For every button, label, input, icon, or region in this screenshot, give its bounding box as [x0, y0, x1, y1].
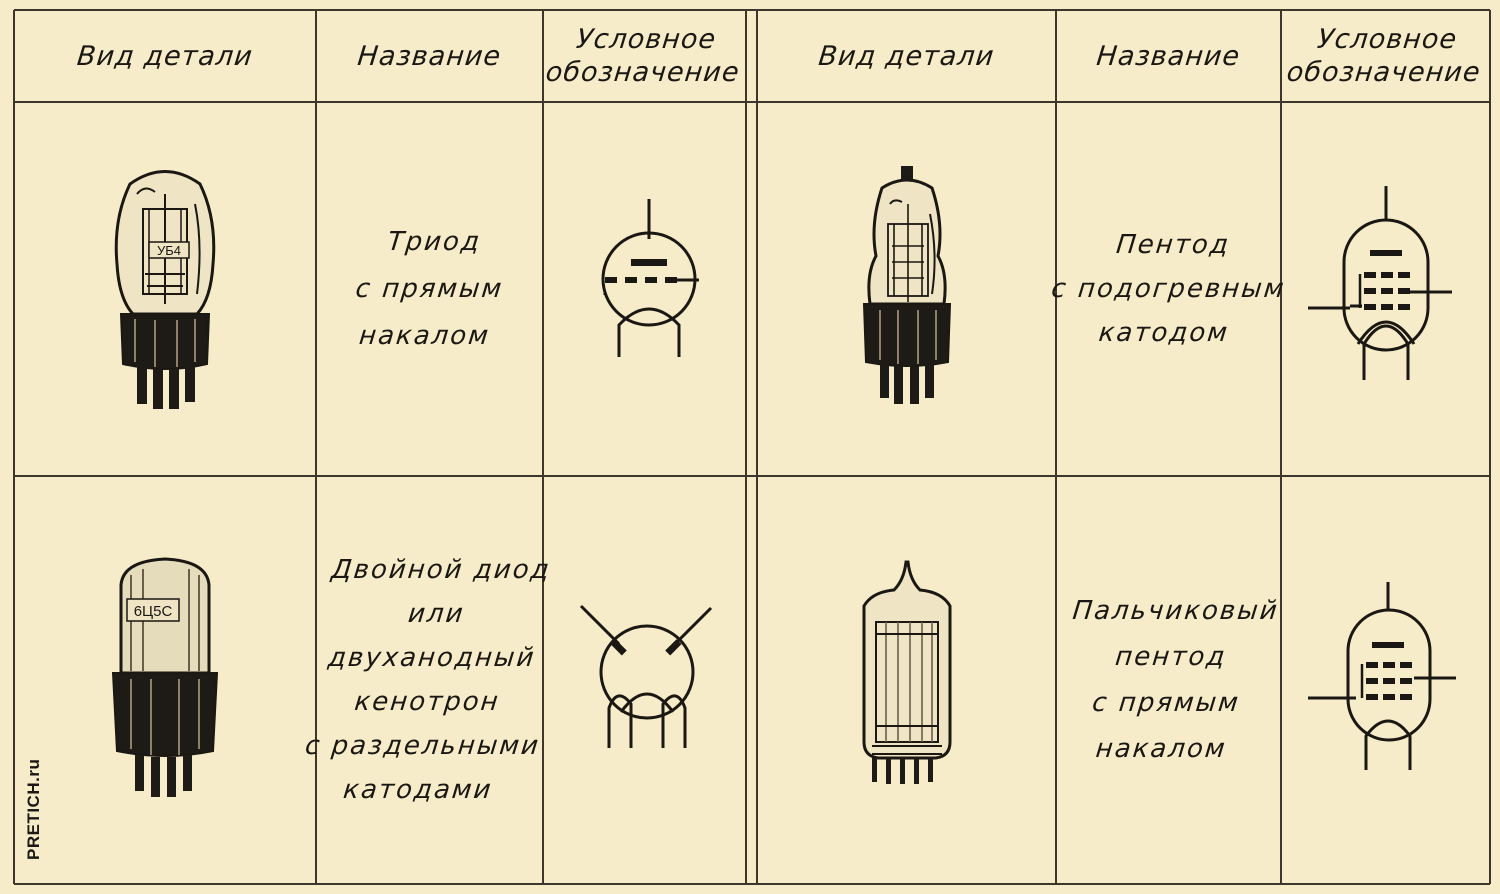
- miniature-pentode-name: [1035, 476, 1303, 884]
- pentode-name-line1: Пентод: [1114, 230, 1232, 260]
- double-diode-name-line3: двуханодный: [326, 643, 538, 673]
- header-part-view-left: [9, 10, 321, 102]
- double-diode-name-line2: или: [406, 599, 467, 629]
- pentode-name-line3: катодом: [1097, 318, 1231, 348]
- triode-name-line3: накалом: [357, 320, 492, 351]
- miniature-pentode-name-line2: пентод: [1113, 642, 1229, 672]
- header-part-view-right: [752, 10, 1061, 102]
- miniature-pentode-name-line1: Пальчиковый: [1071, 596, 1281, 626]
- header-symbol-left-line2: обозначение: [544, 57, 742, 88]
- double-diode-name-line4: кенотрон: [353, 687, 502, 717]
- header-symbol-right-line2: обозначение: [1285, 57, 1483, 88]
- header-part-view-left-text: Вид детали: [75, 40, 255, 72]
- double-diode-name: [295, 476, 565, 884]
- header-name-right-text: Название: [1095, 40, 1242, 72]
- pentode-direct-filament-symbol: [1281, 476, 1490, 884]
- triode-name-line1: Триод: [386, 226, 483, 257]
- header-part-view-right-text: Вид детали: [817, 40, 996, 72]
- header-name-right: [1051, 10, 1286, 102]
- double-diode-tube-marking: 6Ц5С: [133, 603, 173, 620]
- double-diode-name-line5: с раздельными: [303, 731, 542, 761]
- triode-symbol: [543, 102, 746, 476]
- triode-name: [296, 102, 562, 476]
- triode-tube-marking: УБ4: [156, 243, 182, 258]
- miniature-pentode-tube-photo: [757, 476, 1056, 884]
- header-name-left: [311, 10, 548, 102]
- pentode-name: [1036, 102, 1300, 476]
- header-symbol-right: [1276, 10, 1495, 102]
- pentode-tube-photo: [757, 102, 1056, 476]
- double-diode-name-line6: катодами: [341, 775, 495, 805]
- header-symbol-left: [538, 10, 751, 102]
- triode-name-line2: с прямым: [354, 273, 505, 304]
- header-name-left-text: Название: [356, 40, 503, 72]
- header-symbol-right-line1: Условное: [1315, 24, 1459, 55]
- pentode-name-line2: с подогревным: [1049, 274, 1288, 304]
- miniature-pentode-name-line3: с прямым: [1090, 688, 1242, 718]
- header-symbol-left-line1: Условное: [574, 24, 718, 55]
- miniature-pentode-name-line4: накалом: [1094, 734, 1229, 764]
- pentode-heated-cathode-symbol: [1281, 102, 1490, 476]
- double-diode-name-line1: Двойной диод: [329, 555, 553, 585]
- triode-tube-photo: [14, 102, 316, 476]
- watermark: PRETICH.ru: [24, 758, 43, 860]
- double-diode-tube-photo: [14, 476, 316, 884]
- double-diode-symbol: [543, 476, 746, 884]
